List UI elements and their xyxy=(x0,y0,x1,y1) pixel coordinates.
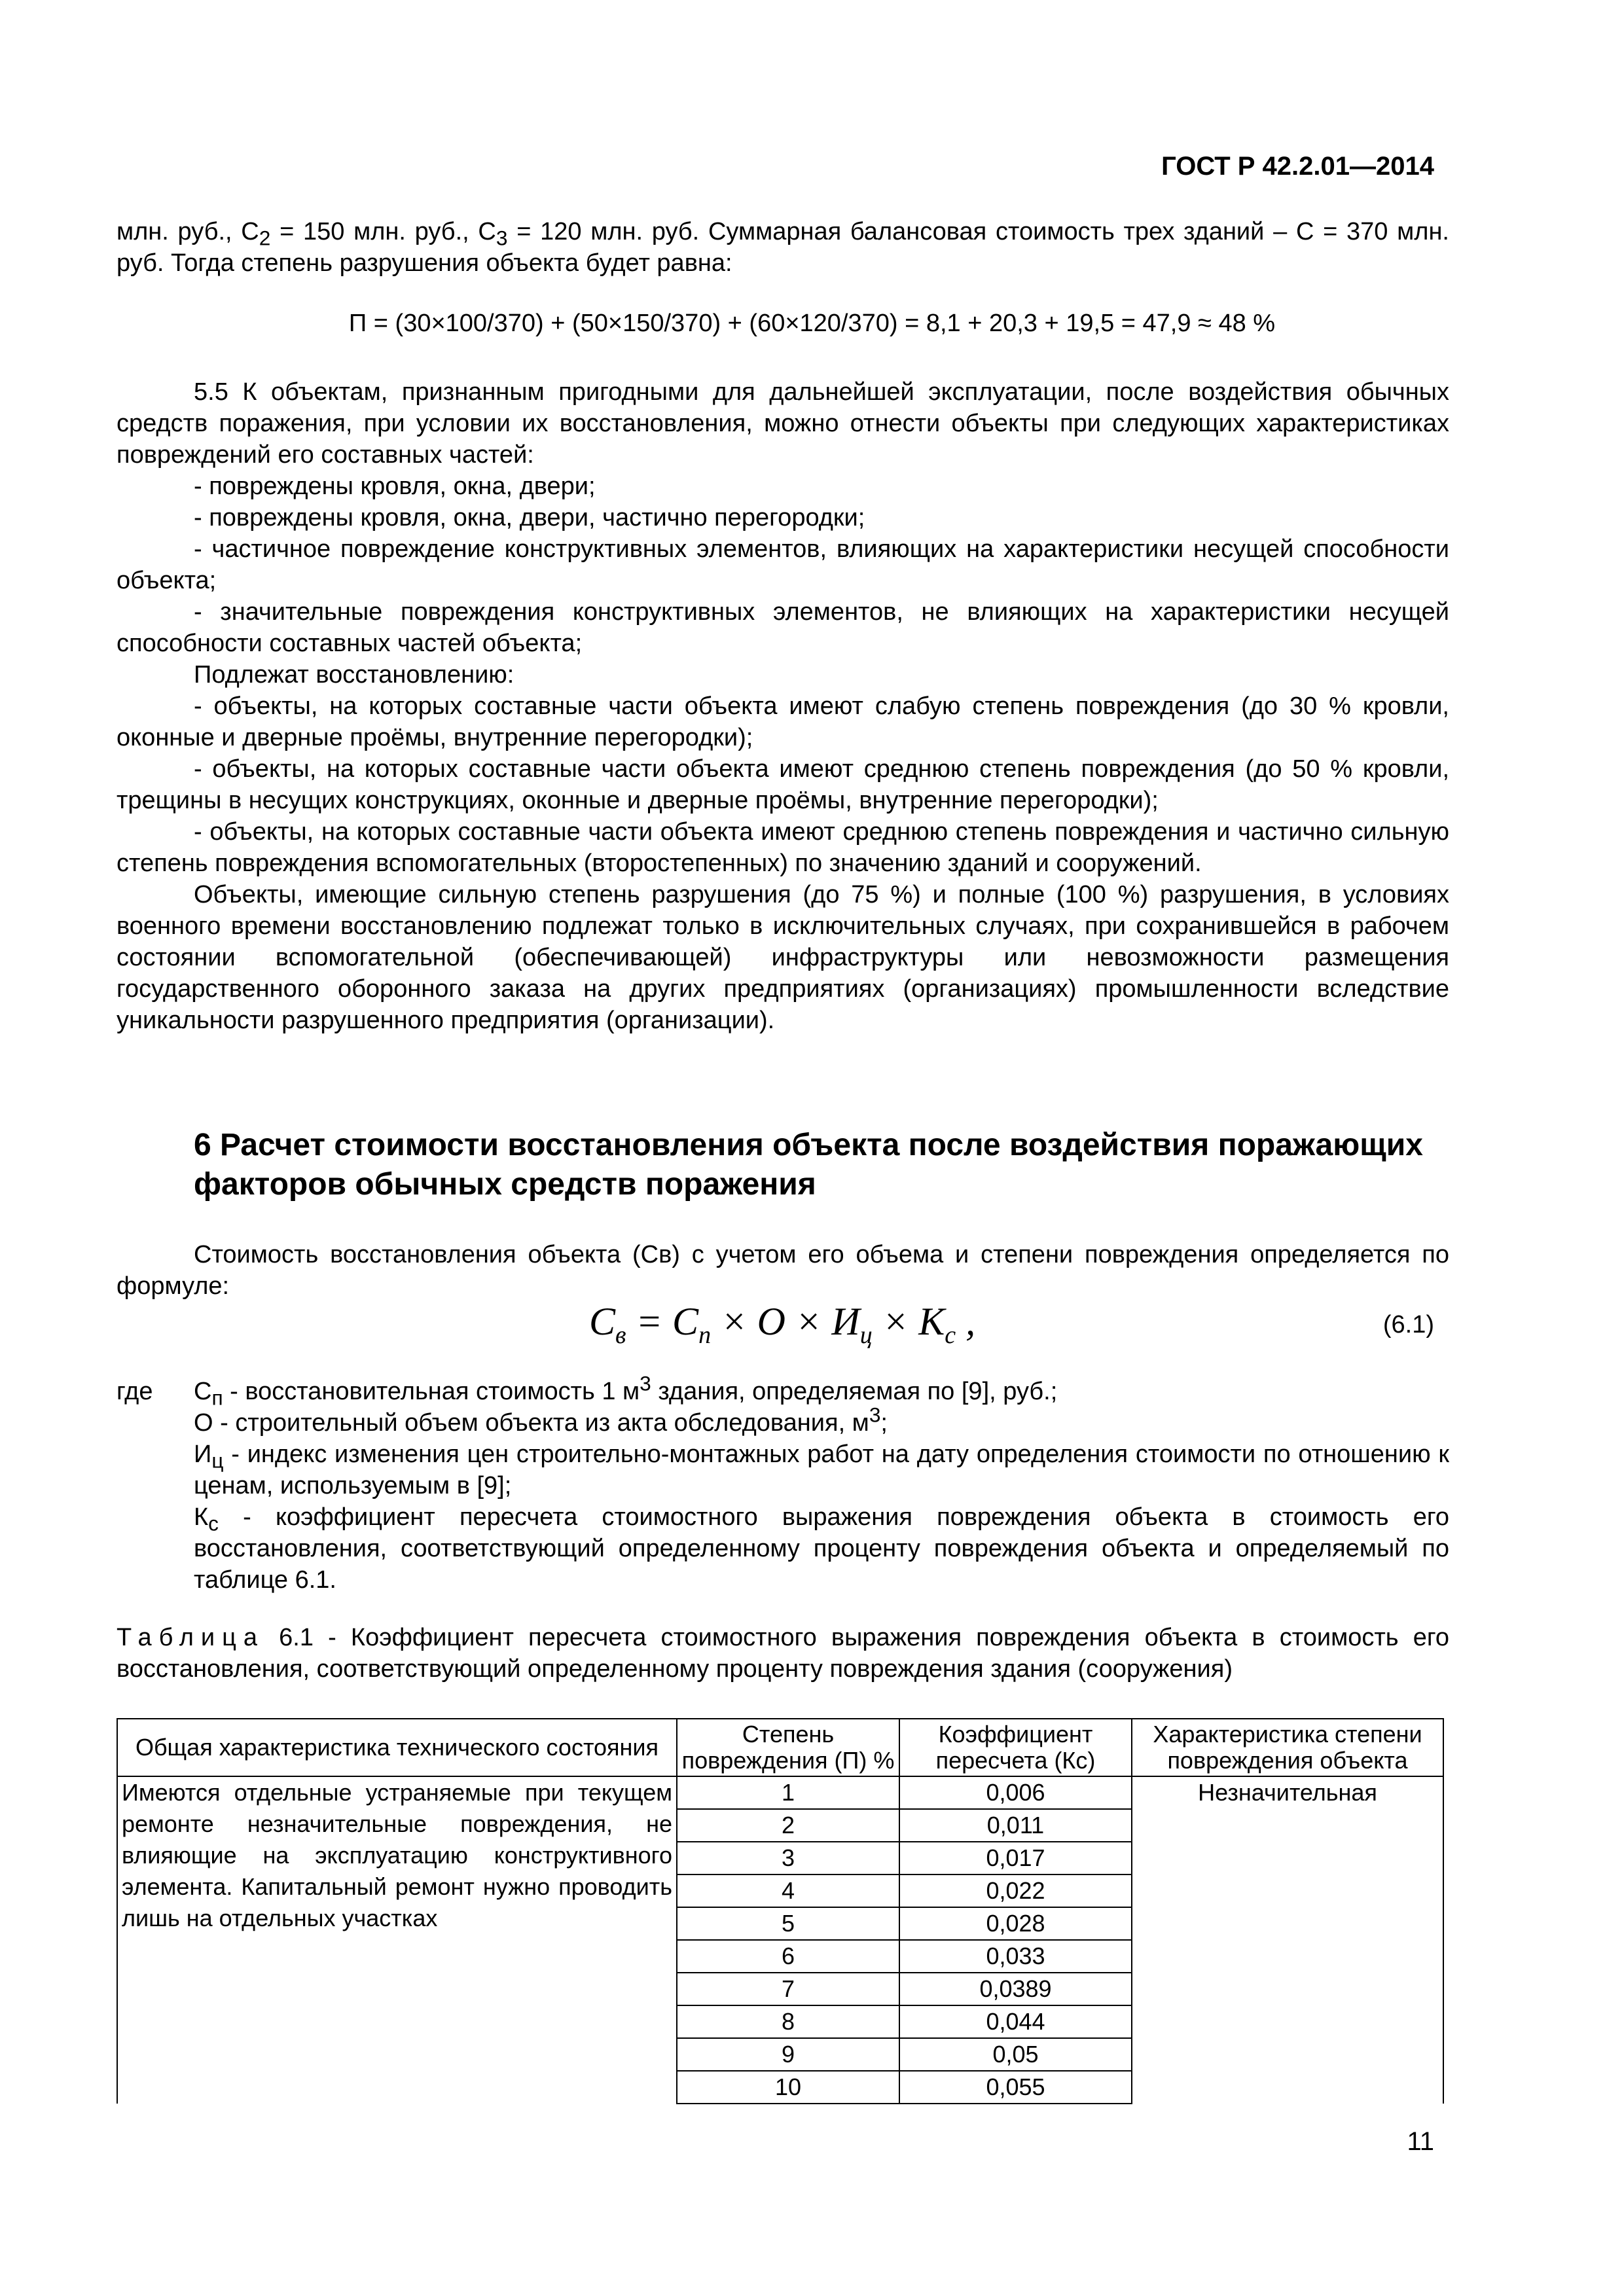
coefficient-cell: 0,055 xyxy=(899,2071,1132,2104)
table-header-row xyxy=(117,1719,1443,1776)
damage-percent-cell: 5 xyxy=(677,1907,899,1940)
list-item: - объекты, на которых составные части объекта имеют среднюю степень повреждения (до 50 % кровли, трещины в несущих конструкциях, оконные и дверные проёмы, внутренние перегородки); xyxy=(117,755,1449,814)
coefficient-cell: 0,006 xyxy=(899,1776,1132,1809)
section-6-heading: 6 Расчет стоимости восстановления объекта после воздействия поражающих факторов обычных средств поражения xyxy=(194,1128,1423,1202)
coefficient-table xyxy=(117,1718,1444,2104)
coefficient-cell: 0,05 xyxy=(899,2038,1132,2071)
list-item: - объекты, на которых составные части объекта имеют слабую степень повреждения (до 30 % кровли, оконные и дверные проёмы, внутренние перегородки); xyxy=(117,692,1449,751)
coefficient-cell: 0,011 xyxy=(899,1809,1132,1842)
coefficient-cell: 0,028 xyxy=(899,1907,1132,1940)
cost-formula: $C_в = C_п \times O \times И_ц \times K_с$ , xyxy=(589,1300,976,1349)
condition-description: Имеются отдельные устраняемые при текущем ремонте незначительные повреждения, не влияющие на эксплуатацию конструктивного элемента. Капитальный ремонт нужно проводить лишь на отдельных участках xyxy=(117,1776,677,2104)
damage-percent-cell: 4 xyxy=(677,1874,899,1907)
damage-formula: П = (30×100/370) + (50×150/370) + (60×120/370) = 8,1 + 20,3 + 19,5 = 47,9 ≈ 48 % xyxy=(348,310,1276,337)
document-code: ГОСТ Р 42.2.01—2014 xyxy=(1161,152,1434,181)
formula-definitions xyxy=(117,1371,1449,1596)
damage-percent-cell: 10 xyxy=(677,2071,899,2104)
table-row xyxy=(117,1776,1443,1809)
column-header: Степень повреждения (П) % xyxy=(677,1719,899,1776)
restore-title: Подлежат восстановлению: xyxy=(194,661,514,689)
coefficient-cell: 0,022 xyxy=(899,1874,1132,1907)
definition-o: О - строительный объем объекта из акта обследования, $м^3$; xyxy=(194,1403,888,1437)
section-5-5 xyxy=(117,376,1449,1036)
equation-number: (6.1) xyxy=(1382,1311,1434,1338)
final-paragraph: Объекты, имеющие сильную степень разрушения (до 75 %) и полные (100 %) разрушения, в условиях военного времени восстановлению подлежат только в исключительных случаях, при сохранившейся в рабочем состоянии вспомогательной (обеспечивающей) инфраструктуры или невозможности размещения государственного оборонного заказа на других предприятиях (организациях) промышленности вследствие уникальности разрушенного предприятия (организации). xyxy=(117,881,1449,1034)
damage-percent-cell: 1 xyxy=(677,1776,899,1809)
list-item: - повреждены кровля, окна, двери; xyxy=(194,473,596,500)
definition-cn: $С_п$ - восстановительная стоимость 1 $м^3$ здания, определяемая по [9], руб.; xyxy=(194,1371,1058,1410)
list-item: - значительные повреждения конструктивных элементов, не влияющих на характеристики несущей способности составных частей объекта; xyxy=(117,598,1449,657)
column-header: Коэффициент пересчета (Кс) xyxy=(899,1719,1132,1776)
section-5-5-intro: 5.5 К объектам, признанным пригодными для дальнейшей эксплуатации, после воздействия обычных средств поражения, при условии их восстановления, можно отнести объекты при следующих характеристиках повреждений его составных частей: xyxy=(117,378,1449,469)
table-caption: Таблица 6.1 - Коэффициент пересчета стоимостного выражения повреждения объекта в стоимость его восстановления, соответствующий определенному проценту повреждения здания (сооружения) xyxy=(117,1624,1449,1683)
definition-k: $К_с$ - коэффициент пересчета стоимостного выражения повреждения объекта в стоимость его восстановления, соответствующий определенному проценту повреждения объекта и определяемый по таблице 6.1. xyxy=(194,1503,1449,1594)
list-item: - повреждены кровля, окна, двери, частично перегородки; xyxy=(194,504,865,531)
where-label: где xyxy=(117,1378,153,1405)
coefficient-cell: 0,017 xyxy=(899,1842,1132,1874)
list-item: - объекты, на которых составные части объекта имеют среднюю степень повреждения и частично сильную степень повреждения вспомогательных (второстепенных) по значению зданий и сооружений. xyxy=(117,818,1449,877)
damage-percent-cell: 8 xyxy=(677,2005,899,2038)
damage-percent-cell: 7 xyxy=(677,1973,899,2005)
coefficient-cell: 0,033 xyxy=(899,1940,1132,1973)
damage-percent-cell: 3 xyxy=(677,1842,899,1874)
damage-characteristic: Незначительная xyxy=(1132,1776,1443,2104)
section-6-intro: Стоимость восстановления объекта (Св) с учетом его объема и степени повреждения определяется по формуле: xyxy=(117,1241,1449,1300)
damage-percent-cell: 2 xyxy=(677,1809,899,1842)
list-item: - частичное повреждение конструктивных элементов, влияющих на характеристики несущей способности объекта; xyxy=(117,535,1449,594)
damage-percent-cell: 6 xyxy=(677,1940,899,1973)
definition-i: $И_ц$ - индекс изменения цен строительно-монтажных работ на дату определения стоимости по отношению к ценам, используемым в [9]; xyxy=(194,1441,1449,1499)
column-header: Характеристика степени повреждения объекта xyxy=(1132,1719,1443,1776)
column-header: Общая характеристика технического состояния xyxy=(117,1719,677,1776)
intro-paragraph: млн. руб., $С_2 = 150$ млн. руб., $С_3 = 120$ млн. руб. Суммарная балансовая стоимость трех зданий – С = 370 млн. руб. Тогда степень разрушения объекта будет равна: xyxy=(117,218,1449,277)
coefficient-cell: 0,044 xyxy=(899,2005,1132,2038)
coefficient-cell: 0,0389 xyxy=(899,1973,1132,2005)
damage-percent-cell: 9 xyxy=(677,2038,899,2071)
page-number: 11 xyxy=(1407,2127,1434,2156)
